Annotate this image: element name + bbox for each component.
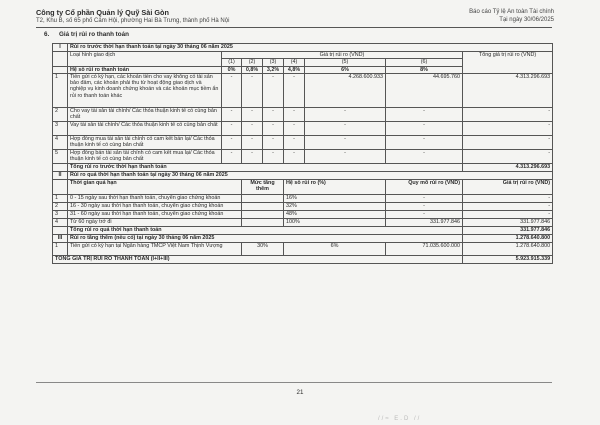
risk-cell: - [284,121,305,135]
section-heading [44,31,129,38]
col-num: (3) [263,59,284,66]
risk-cell: - [242,135,263,149]
header-right [469,8,554,24]
value-cell: 1.278.640.800 [463,242,553,255]
table-row [53,210,553,218]
row-description: Hợp đồng bán tài sản tài chính có cam kết mua lại/ Các thỏa thuận kinh tế có cùng bản chất [68,149,222,163]
risk-cell: - [263,121,284,135]
value-cell: - [463,210,553,218]
col-total-risk: Tổng giá trị rủi ro (VND) [463,52,553,74]
risk-cell: - [263,135,284,149]
table-row [53,242,553,255]
coef-value: 4,8% [284,66,305,73]
report-date: Tại ngày 30/06/2025 [499,17,554,23]
risk-cell: - [284,73,305,107]
risk-cell: - [222,107,242,121]
value-cell: - [463,202,553,210]
risk-cell: - [242,73,263,107]
row-description: Hợp đồng mua tài sản tài chính có cam kết bán lại/ Các thỏa thuận kinh tế có cùng bản chất [68,135,222,149]
row-description: 0 - 15 ngày sau thời hạn thanh toán, chuyển giao chứng khoán [68,194,242,202]
part1-title-row [53,44,553,52]
row-number: 1 [53,242,68,255]
settlement-risk-table [52,43,553,264]
row-total: 4.313.296.693 [463,73,553,107]
coef-cell: 32% [284,202,386,210]
increment-cell [242,218,284,226]
page-number: 21 [296,389,304,396]
part2-total-row [53,226,553,234]
row-number: 3 [53,210,68,218]
report-title: Báo cáo Tỷ lệ An toàn Tài chính [469,9,554,15]
table-row [53,73,553,107]
risk-cell: 4.268.600.933 [305,73,386,107]
part2-total-label: Tổng rủi ro quá thời hạn thanh toán [68,226,463,234]
risk-cell: - [222,149,242,163]
col-num: (2) [242,59,263,66]
table-row [53,121,553,135]
increment-cell: 30% [242,242,284,255]
scale-cell: - [386,194,463,202]
row-description: Tiền gửi có kỳ hạn tại Ngân hàng TMCP Việt Nam Thịnh Vượng [68,242,242,255]
col-num: (5) [305,59,386,66]
col-increment: Mức tăng thêm [242,179,284,194]
coef-label: Hệ số rủi ro thanh toán [68,66,222,73]
table-row [53,135,553,149]
risk-cell: - [222,73,242,107]
row-description: 31 - 60 ngày sau thời hạn thanh toán, chuyển giao chứng khoán [68,210,242,218]
coef-value: 6% [305,66,386,73]
risk-cell: - [386,107,463,121]
row-description: Cho vay tài sản tài chính/ Các thỏa thuận kinh tế có cùng bản chất [68,107,222,121]
row-number: 4 [53,135,68,149]
coef-value: 8% [386,66,463,73]
footer-divider [36,382,552,383]
part2-total-value: 331.977.846 [463,226,553,234]
risk-cell: - [284,149,305,163]
grand-total-value: 5.923.915.339 [463,255,553,263]
table-row [53,149,553,163]
col-overdue-period: Thời gian quá hạn [68,179,242,194]
part1-roman: I [53,44,68,52]
col-transaction-type: Loại hình giao dịch [68,52,222,67]
risk-cell: - [242,149,263,163]
part2-header-row [53,179,553,194]
stamp-mark: //≈ E.D // [378,416,422,422]
header-left [36,8,229,25]
table-row [53,107,553,121]
risk-cell: - [305,107,386,121]
coef-cell: 48% [284,210,386,218]
row-total: - [463,135,553,149]
header-divider [36,27,552,28]
risk-cell: - [305,121,386,135]
risk-cell: - [242,121,263,135]
col-risk-coef: Hệ số rủi ro (%) [284,179,386,194]
part2-title-row [53,171,553,179]
row-number: 1 [53,194,68,202]
part2-title: Rủi ro quá thời hạn thanh toán tại ngày 30 tháng 06 năm 2025 [68,171,553,179]
row-number: 2 [53,107,68,121]
risk-cell: - [242,107,263,121]
part3-title: Rủi ro tăng thêm (nếu có) tại ngày 30 tháng 06 năm 2025 [68,234,463,242]
row-total: - [463,107,553,121]
scale-cell: - [386,202,463,210]
risk-cell: - [263,107,284,121]
risk-cell: - [263,149,284,163]
risk-cell: - [386,135,463,149]
table-row [53,218,553,226]
risk-cell: - [305,149,386,163]
coef-value: 0,8% [242,66,263,73]
value-cell: 331.977.846 [463,218,553,226]
value-cell: - [463,194,553,202]
section-title: Giá trị rủi ro thanh toán [59,31,129,38]
increment-cell [242,202,284,210]
coef-value: 0% [222,66,242,73]
scale-cell: - [386,210,463,218]
row-description: Từ 60 ngày trở đi [68,218,242,226]
risk-cell: - [305,135,386,149]
part1-total-label: Tổng rủi ro trước thời hạn thanh toán [68,163,463,171]
risk-cell: - [386,149,463,163]
part3-title-value: 1.278.640.800 [463,234,553,242]
col-risk-value: Giá trị rủi ro (VND) [222,52,463,59]
coef-value: 3,2% [263,66,284,73]
row-description: 16 - 30 ngày sau thời hạn thanh toán, chuyển giao chứng khoán [68,202,242,210]
col-num: (6) [386,59,463,66]
table-row [53,194,553,202]
risk-cell: - [284,135,305,149]
section-number: 6. [44,31,50,38]
scale-cell: 331.977.846 [386,218,463,226]
row-number: 1 [53,73,68,107]
part1-total-row [53,163,553,171]
row-description: Tiền gửi có kỳ hạn, các khoản tiền cho vay không có tài sản bảo đảm, các khoản phải thu từ hoạt động giao dịch và nghiệp vụ kinh doanh chứng khoán và các khoản mục tiềm ẩn rủi ro thanh toán khác [68,73,222,107]
risk-cell: - [386,121,463,135]
grand-total-row [53,255,553,263]
row-total: - [463,149,553,163]
part1-header-row [53,52,553,59]
part1-title: Rủi ro trước thời hạn thanh toán tại ngày 30 tháng 06 năm 2025 [68,44,553,52]
part3-roman: III [53,234,68,242]
grand-total-label: TỔNG GIÁ TRỊ RỦI RO THANH TOÁN (I+II+III) [53,255,463,263]
risk-cell: - [284,107,305,121]
increment-cell [242,210,284,218]
table-row [53,202,553,210]
row-number: 4 [53,218,68,226]
row-total: - [463,121,553,135]
row-number: 5 [53,149,68,163]
risk-cell: - [222,135,242,149]
company-address: T2, Khu B, số 65 phố Cảm Hội, phường Hai Bà Trưng, thành phố Hà Nội [36,18,230,24]
col-risk-scale: Quy mô rủi ro (VND) [386,179,463,194]
part3-title-row [53,234,553,242]
part2-roman: II [53,171,68,179]
part1-total-value: 4.313.296.693 [463,163,553,171]
col-num: (4) [284,59,305,66]
row-description: Vay tài sản tài chính/ Các thỏa thuận kinh tế có cùng bản chất [68,121,222,135]
coef-cell: 6% [284,242,386,255]
col-num: (1) [222,59,242,66]
company-name: Công ty Cổ phần Quản lý Quỹ Sài Gòn [36,8,169,17]
increment-cell [242,194,284,202]
row-number: 2 [53,202,68,210]
coef-cell: 16% [284,194,386,202]
risk-cell: - [222,121,242,135]
row-number: 3 [53,121,68,135]
scale-cell: 71.035.600.000 [386,242,463,255]
col-risk-value-2: Giá trị rủi ro (VND) [463,179,553,194]
coef-cell: 100% [284,218,386,226]
risk-cell: 44.695.760 [386,73,463,107]
risk-cell: - [263,73,284,107]
